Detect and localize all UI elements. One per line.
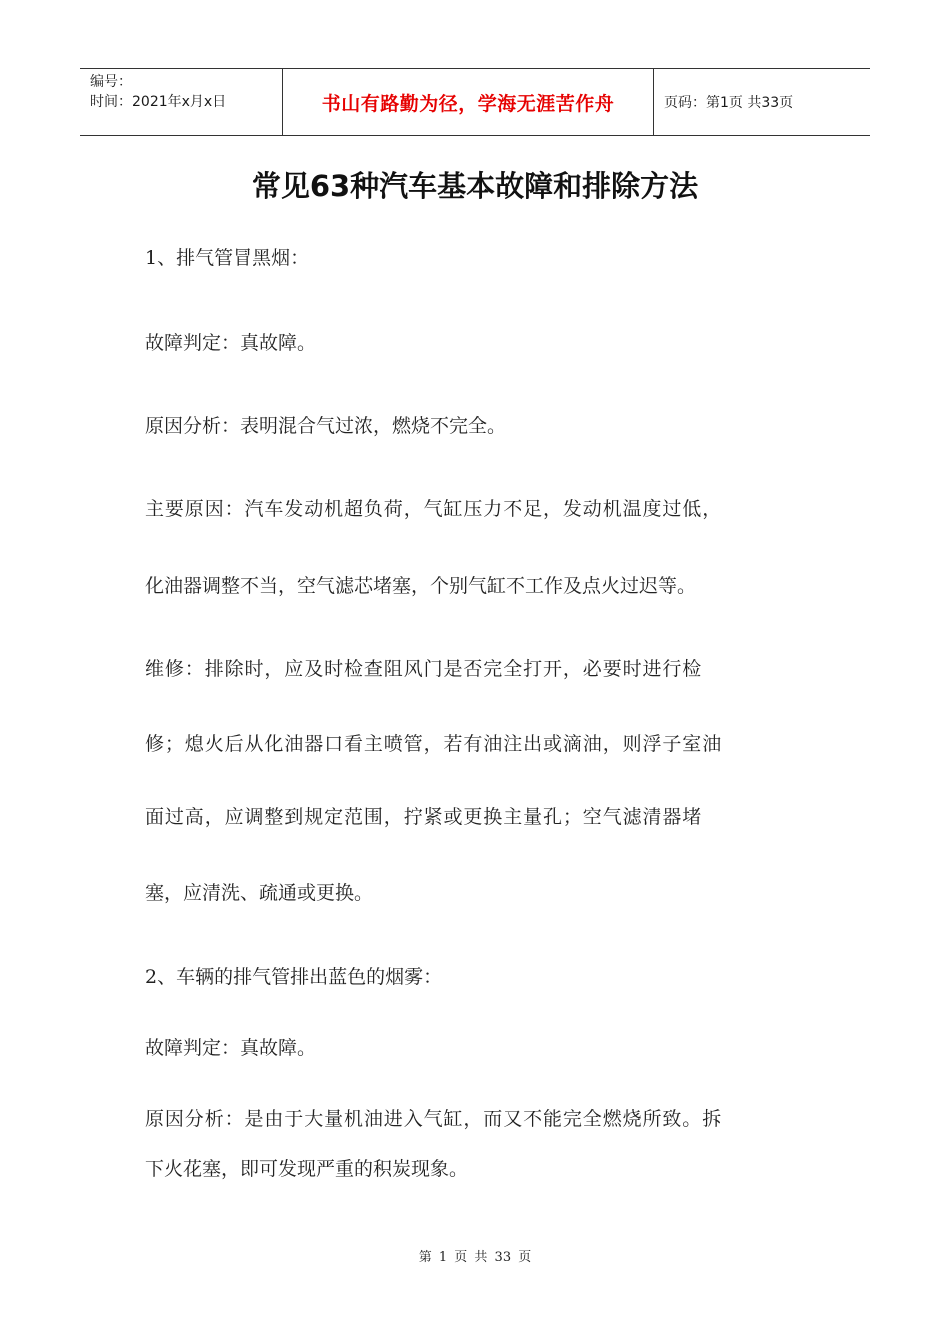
section-heading-1: 1、排气管冒黑烟：	[145, 247, 310, 269]
document-title: 常见63种汽车基本故障和排除方法	[251, 169, 699, 203]
page-footer: 第 1 页 共 33 页	[418, 1250, 532, 1265]
paragraph-line: 故障判定：真故障。	[145, 332, 317, 354]
paragraph-line: 故障判定：真故障。	[145, 1037, 317, 1059]
number-label: 编号：	[90, 74, 132, 90]
paragraph-line: 主要原因：汽车发动机超负荷，气缸压力不足，发动机温度过低，	[145, 498, 723, 520]
paragraph-line: 修；熄火后从化油器口看主喷管，若有油注出或滴油，则浮子室油	[145, 733, 723, 755]
paragraph-line: 塞，应清洗、疏通或更换。	[145, 882, 374, 904]
paragraph-line: 下火花塞，即可发现严重的积炭现象。	[145, 1158, 469, 1180]
paragraph-line: 原因分析：是由于大量机油进入气缸，而又不能完全燃烧所致。拆	[145, 1108, 723, 1130]
paragraph-line: 原因分析：表明混合气过浓，燃烧不完全。	[145, 415, 507, 437]
header-motto: 书山有路勤为径，学海无涯苦作舟	[282, 69, 654, 135]
date-label: 时间：2021年x月x日	[90, 94, 227, 110]
header-meta	[80, 69, 282, 135]
paragraph-line: 维修：排除时，应及时检查阻风门是否完全打开，必要时进行检	[145, 658, 703, 680]
paragraph-line: 面过高，应调整到规定范围，拧紧或更换主量孔；空气滤清器堵	[145, 806, 703, 828]
page-header	[80, 68, 870, 136]
paragraph-line: 化油器调整不当，空气滤芯堵塞，个别气缸不工作及点火过迟等。	[145, 575, 697, 597]
section-heading-2: 2、车辆的排气管排出蓝色的烟雾：	[145, 966, 443, 988]
header-page-info: 页码：第1页 共33页	[664, 95, 794, 111]
